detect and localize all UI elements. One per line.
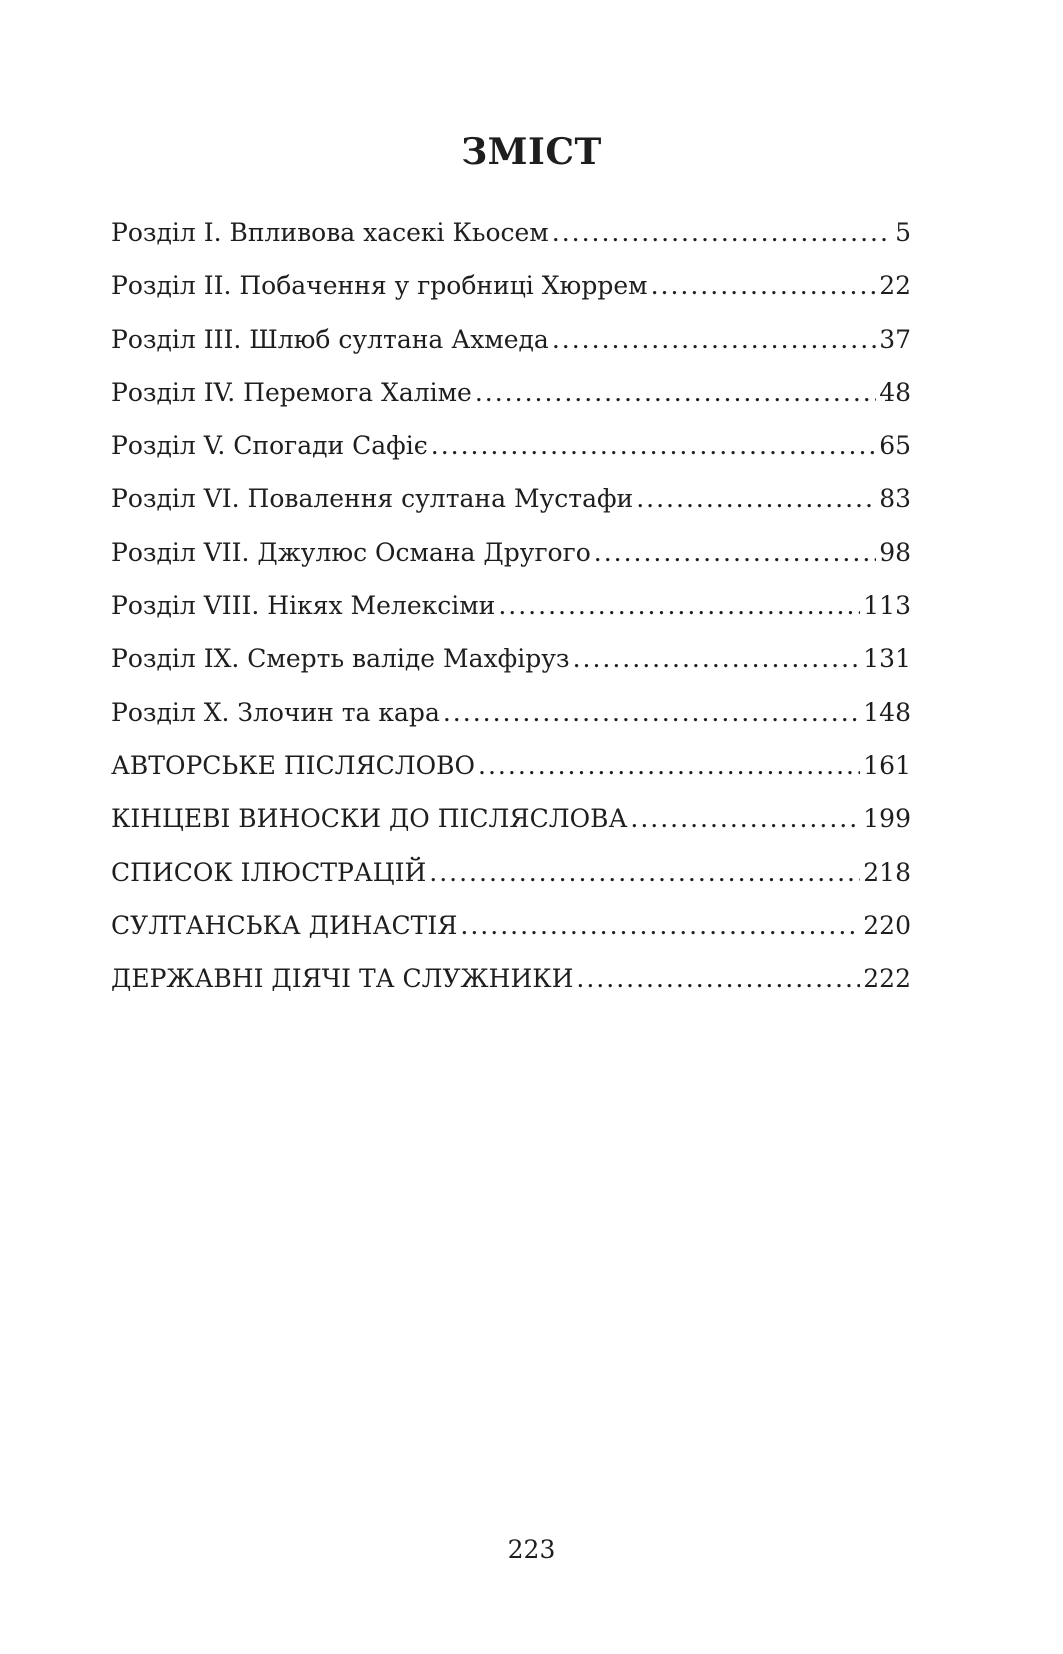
toc-entry-page: 22 (879, 271, 911, 301)
toc-entry-page: 98 (879, 537, 911, 567)
toc-entry[interactable] (111, 373, 911, 426)
toc-entry[interactable] (111, 266, 911, 319)
toc-entry-label: Розділ III. Шлюб султана Ахмеда (111, 324, 549, 354)
dot-leader (552, 213, 892, 253)
toc-entry[interactable] (111, 533, 911, 586)
toc-entry[interactable] (111, 746, 911, 799)
dot-leader (429, 853, 860, 893)
toc-entry[interactable] (111, 320, 911, 373)
dot-leader (573, 639, 861, 679)
toc-entry-label: Розділ IV. Перемога Халіме (111, 377, 472, 407)
toc-entry-page: 220 (863, 910, 911, 940)
toc-entry-label: ДЕРЖАВНІ ДІЯЧІ ТА СЛУЖНИКИ (111, 964, 574, 994)
toc-entry-page: 199 (863, 804, 911, 834)
toc-entry-label: Розділ VI. Повалення султана Мустафи (111, 484, 634, 514)
toc-entry-page: 65 (879, 431, 911, 461)
toc-entry-page: 113 (863, 591, 911, 621)
toc-entry-label: Розділ I. Впливова хасекі Кьосем (111, 218, 549, 247)
toc-entry-label: Розділ IX. Смерть валіде Махфіруз (111, 644, 570, 674)
dot-leader (431, 426, 876, 466)
dot-leader (443, 693, 860, 733)
toc-entry[interactable] (111, 693, 911, 746)
toc-entry[interactable] (111, 586, 911, 639)
toc-entry-page: 161 (863, 750, 911, 780)
toc-entry-page: 5 (895, 218, 911, 247)
toc-entry[interactable] (111, 799, 911, 852)
dot-leader (498, 586, 860, 626)
dot-leader (594, 533, 876, 573)
toc-entry-page: 48 (879, 377, 911, 407)
toc-entry-label: Розділ V. Спогади Сафіє (111, 431, 428, 461)
toc-entry-label: КІНЦЕВІ ВИНОСКИ ДО ПІСЛЯСЛОВА (111, 804, 628, 834)
toc-entry-label: Розділ VIII. Нікях Мелексіми (111, 591, 496, 621)
toc-entry[interactable] (111, 853, 911, 906)
toc-entry-label: Розділ X. Злочин та кара (111, 697, 440, 727)
toc-entry[interactable] (111, 959, 911, 1012)
dot-leader (630, 799, 860, 839)
toc-entry[interactable] (111, 639, 911, 692)
dot-leader (552, 320, 876, 360)
toc-entry-page: 131 (863, 644, 911, 674)
toc-entry[interactable] (111, 213, 911, 266)
toc-entry-label: Розділ II. Побачення у гробниці Хюррем (111, 271, 648, 301)
dot-leader (478, 746, 860, 786)
toc-entry-label: СПИСОК ІЛЮСТРАЦІЙ (111, 857, 427, 887)
toc-entry[interactable] (111, 906, 911, 959)
toc-entry[interactable] (111, 426, 911, 479)
toc-entry[interactable] (111, 479, 911, 532)
dot-leader (576, 959, 860, 999)
toc-entry-page: 37 (879, 324, 911, 354)
toc-entry-label: Розділ VII. Джулюс Османа Другого (111, 537, 591, 567)
toc-entry-label: АВТОРСЬКЕ ПІСЛЯСЛОВО (111, 750, 476, 780)
dot-leader (475, 373, 876, 413)
toc-entry-page: 222 (863, 964, 911, 994)
dot-leader (460, 906, 860, 946)
toc-entry-label: СУЛТАНСЬКА ДИНАСТІЯ (111, 910, 458, 940)
toc-entry-page: 218 (863, 857, 911, 887)
dot-leader (651, 266, 877, 306)
page-title: ЗМІСТ (461, 131, 602, 173)
toc-entry-page: 83 (879, 484, 911, 514)
toc-entry-page: 148 (863, 697, 911, 727)
table-of-contents (111, 213, 911, 1012)
dot-leader (636, 479, 876, 519)
page-number: 223 (507, 1535, 556, 1564)
